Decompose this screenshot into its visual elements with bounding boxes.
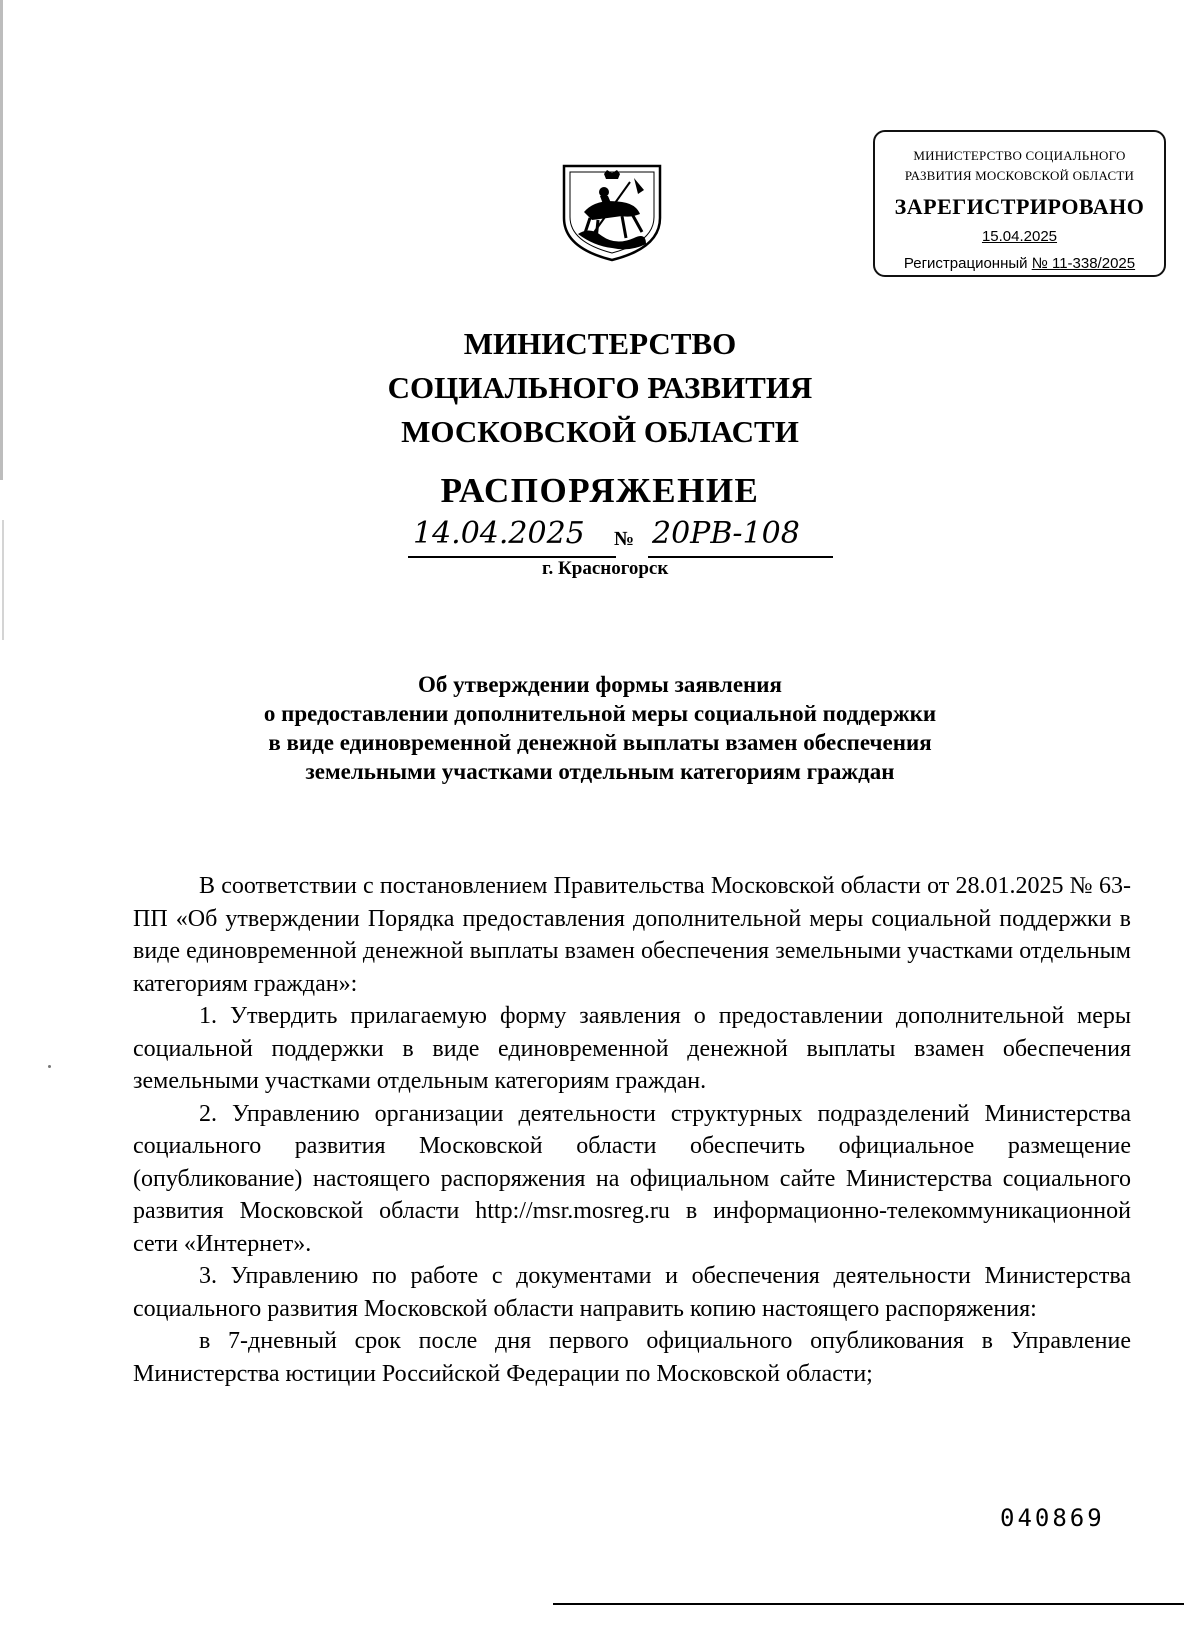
ministry-name-line: СОЦИАЛЬНОГО РАЗВИТИЯ [387, 370, 813, 405]
footer-rule [553, 1603, 1184, 1605]
stamp-reg-value: № 11-338/2025 [1031, 255, 1136, 272]
subject-line: Об утверждении формы заявления [418, 672, 782, 697]
stamp-date: 15.04.2025 [981, 228, 1058, 245]
city: г. Красногорск [542, 558, 669, 579]
stamp-org-line: МИНИСТЕРСТВО СОЦИАЛЬНОГО [913, 148, 1126, 163]
ministry-name [0, 322, 1200, 454]
document-body [133, 870, 1131, 1390]
stamp-status: ЗАРЕГИСТРИРОВАНО [894, 194, 1145, 219]
stamp-org-line: РАЗВИТИЯ МОСКОВСКОЙ ОБЛАСТИ [904, 168, 1135, 183]
ministry-name-line: МИНИСТЕРСТВО [463, 326, 737, 361]
preamble-paragraph: В соответствии с постановлением Правительства Московской области от 28.01.2025 № 63-ПП «Об утверждении Порядка предоставления дополнительной меры социальной поддержки в виде единовременной денежной выплаты взамен обеспечения земельными участками отдельным категориям граждан»: [133, 873, 1131, 997]
stamp-reg-label: Регистрационный [903, 255, 1032, 272]
scan-speck [48, 1065, 51, 1068]
clause-3-subparagraph: в 7-дневный срок после дня первого официального опубликования в Управление Министерства юстиции Российской Федерации по Московской области; [133, 1328, 1131, 1387]
stamp-registration-number [875, 255, 1164, 272]
clause-1-paragraph: 1. Утвердить прилагаемую форму заявления о предоставлении дополнительной меры социальной поддержки в виде единовременной денежной выплаты взамен обеспечения земельными участками отдельным категориям граждан. [133, 1003, 1131, 1094]
subject-line: о предоставлении дополнительной меры социальной поддержки [263, 701, 937, 726]
number-underline [648, 556, 833, 558]
ministry-name-line: МОСКОВСКОЙ ОБЛАСТИ [401, 414, 799, 449]
coat-of-arms-emblem [560, 160, 664, 264]
form-serial-number: 040869 [1000, 1504, 1105, 1532]
clause-3-paragraph: 3. Управлению по работе с документами и обеспечения деятельности Министерства социального развития Московской области направить копию настоящего распоряжения: [133, 1263, 1131, 1322]
registration-stamp [873, 130, 1166, 277]
clause-2-paragraph: 2. Управлению организации деятельности структурных подразделений Министерства социального развития Московской области обеспечить официальное размещение (опубликование) настоящего распоряжения на официальном сайте Министерства социального развития Московской области http://msr.mosreg.ru в информационно-телекоммуникационной сети «Интернет». [133, 1100, 1131, 1257]
handwritten-document-number: 20РВ-108 [652, 516, 800, 551]
subject-line: земельными участками отдельным категориям граждан [305, 759, 895, 784]
handwritten-date: 14.04.2025 [413, 516, 585, 551]
document-subject [0, 670, 1200, 786]
number-sign: № [614, 528, 635, 550]
document-type-title: РАСПОРЯЖЕНИЕ [440, 471, 760, 510]
subject-line: в виде единовременной денежной выплаты взамен обеспечения [268, 730, 932, 755]
scan-edge-line [2, 520, 4, 640]
stamp-organization [875, 146, 1164, 186]
